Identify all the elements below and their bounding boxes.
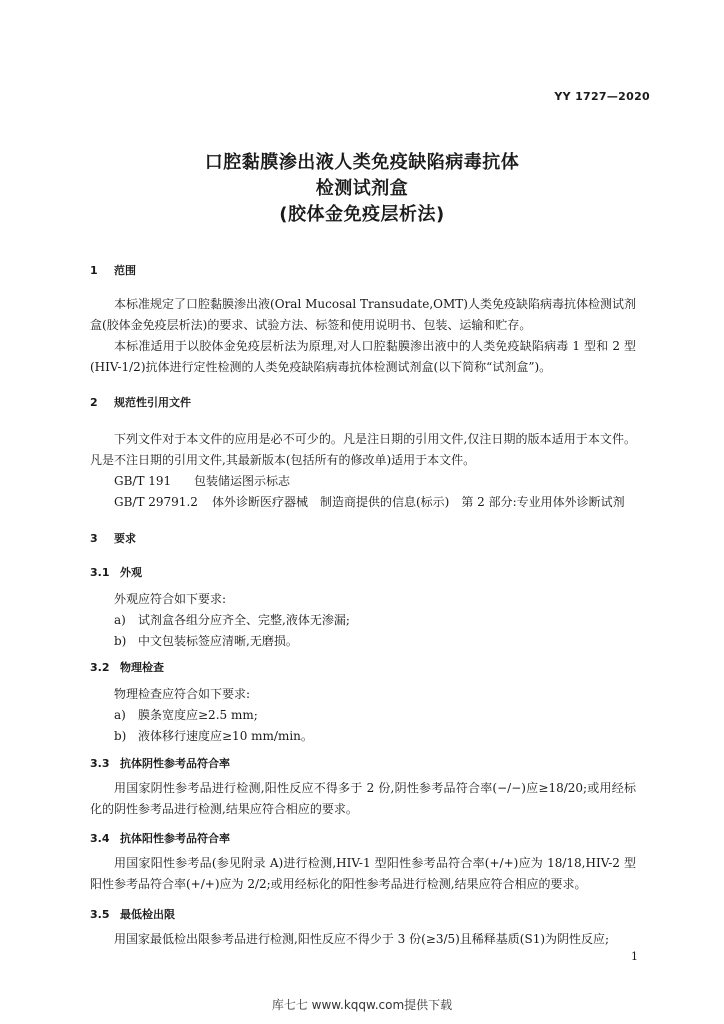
section-title: 规范性引用文件: [114, 396, 191, 409]
list-marker: b): [114, 729, 127, 743]
list-item: [114, 706, 258, 723]
page-number: 1: [631, 950, 638, 963]
title-line-2: 检测试剂盒: [315, 178, 409, 199]
subsection-3-2-intro: 物理检查应符合如下要求:: [114, 687, 251, 701]
subsection-3-5-heading: [90, 906, 175, 922]
section-1-paragraph-1: 本标准规定了口腔黏膜渗出液(Oral Mucosal Transudate,OMT)人类免疫缺陷病毒抗体检测试剂盒(胶体金免疫层析法)的要求、试验方法、标签和使用说明书、包装、运输和贮存。: [90, 297, 636, 332]
subsection-3-2-heading: [90, 659, 164, 675]
subsection-3-3-paragraph: 用国家阴性参考品进行检测,阳性反应不得多于 2 份,阴性参考品符合率(−/−)应≥18/20;或用经标化的阴性参考品进行检测,结果应符合相应的要求。: [90, 781, 636, 816]
list-text: 膜条宽度应≥2.5 mm;: [138, 708, 258, 722]
subsection-number: 3.2: [90, 661, 110, 674]
section-number: 1: [90, 264, 98, 277]
section-1-paragraph-2: 本标准适用于以胶体金免疫层析法为原理,对人口腔黏膜渗出液中的人类免疫缺陷病毒 1 型和 2 型(HIV-1/2)抗体进行定性检测的人类免疫缺陷病毒抗体检测试剂盒(以下简称“试剂盒”)。: [90, 339, 636, 374]
list-item: [114, 727, 313, 744]
subsection-3-4-heading: [90, 830, 230, 846]
reference-title: 体外诊断医疗器械 制造商提供的信息(标示) 第 2 部分:专业用体外诊断试剂: [212, 495, 625, 509]
list-text: 试剂盒各组分应齐全、完整,液体无渗漏;: [138, 613, 350, 627]
list-marker: a): [114, 613, 126, 627]
subsection-title: 最低检出限: [120, 908, 175, 921]
list-marker: b): [114, 634, 127, 648]
reference-title: 包装储运图示标志: [194, 474, 291, 488]
subsection-number: 3.1: [90, 566, 110, 579]
subsection-number: 3.5: [90, 908, 110, 921]
list-item: [114, 611, 350, 628]
subsection-3-1-heading: [90, 564, 142, 580]
download-source-footer: 库七七 www.kqqw.com提供下载: [271, 998, 453, 1012]
reference-item: [114, 472, 290, 489]
list-text: 中文包装标签应清晰,无磨损。: [138, 634, 298, 648]
subsection-3-3-heading: [90, 755, 230, 771]
subsection-number: 3.4: [90, 832, 110, 845]
title-line-1: 口腔黏膜渗出液人类免疫缺陷病毒抗体: [204, 152, 520, 173]
subsection-3-4-paragraph: 用国家阳性参考品(参见附录 A)进行检测,HIV-1 型阳性参考品符合率(+/+)应为 18/18,HIV-2 型阳性参考品符合率(+/+)应为 2/2;或用经标化的阳性参考品进行检测,结果应符合相应的要求。: [90, 856, 636, 891]
standard-code: YY 1727—2020: [554, 90, 650, 103]
list-item: [114, 632, 298, 649]
section-title: 要求: [114, 532, 136, 545]
title-line-3: (胶体金免疫层析法): [279, 204, 445, 225]
subsection-title: 物理检查: [120, 661, 164, 674]
subsection-title: 抗体阴性参考品符合率: [120, 757, 230, 770]
subsection-3-1-intro: 外观应符合如下要求:: [114, 592, 227, 606]
subsection-title: 外观: [120, 566, 142, 579]
reference-code: GB/T 191: [114, 474, 172, 488]
reference-code: GB/T 29791.2: [114, 495, 198, 509]
subsection-number: 3.3: [90, 757, 110, 770]
subsection-3-5-paragraph: 用国家最低检出限参考品进行检测,阳性反应不得少于 3 份(≥3/5)且稀释基质(S1)为阴性反应;: [114, 932, 610, 946]
list-text: 液体移行速度应≥10 mm/min。: [138, 729, 313, 743]
section-3-heading: [90, 530, 136, 546]
subsection-title: 抗体阳性参考品符合率: [120, 832, 230, 845]
section-1-heading: [90, 262, 136, 278]
reference-item: [114, 493, 625, 510]
section-title: 范围: [114, 264, 136, 277]
section-number: 2: [90, 396, 98, 409]
section-2-paragraph: 下列文件对于本文件的应用是必不可少的。凡是注日期的引用文件,仅注日期的版本适用于本文件。凡是不注日期的引用文件,其最新版本(包括所有的修改单)适用于本文件。: [90, 432, 636, 467]
section-number: 3: [90, 532, 98, 545]
list-marker: a): [114, 708, 126, 722]
section-2-heading: [90, 394, 191, 410]
